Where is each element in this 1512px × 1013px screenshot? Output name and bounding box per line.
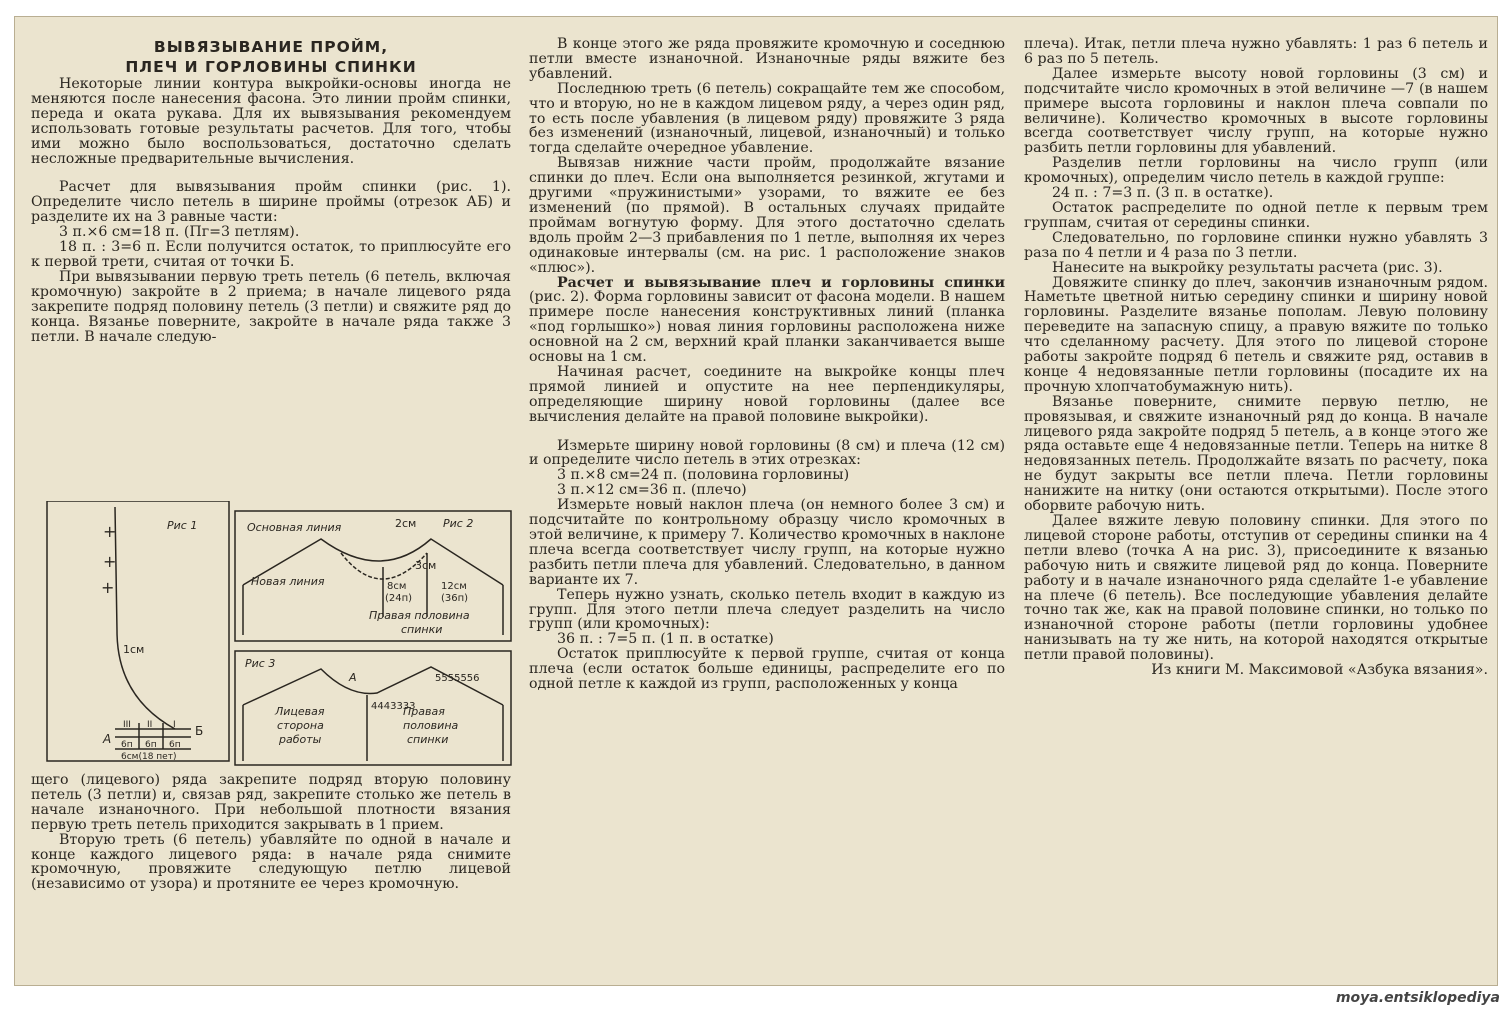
fig3-right-3: спинки [407, 733, 449, 746]
title-line-2: ПЛЕЧ И ГОРЛОВИНЫ СПИНКИ [125, 58, 417, 76]
article-title [31, 37, 511, 77]
fig2-12cm: 12см [441, 581, 467, 592]
figures [31, 501, 515, 767]
fig3-shoulder-counts: 5555556 [435, 673, 480, 684]
paragraph: Расчет для вывязывания пройм спинки (рис. 1). Определите число петель в ширине проймы (отрезок АБ) и разделите их на 3 равные части: [31, 179, 511, 226]
paragraph: Измерьте ширину новой горловины (8 см) и плеча (12 см) и определите число петель в этих отрезках: [529, 437, 1005, 469]
fig3-left-1: Лицевая [275, 705, 325, 718]
pattern-diagrams [31, 501, 515, 767]
fig1-1cm: 1см [123, 643, 145, 656]
paragraph [529, 276, 1005, 365]
column-1-continued [31, 773, 511, 892]
paragraph: Далее измерьте высоту новой горловины (3 см) и подсчитайте число кромочных в этой величине —7 (в нашем примере высота горловины и наклон плеча совпали по величине). Количество кромочных в высоте горловины всегда соответствует числу групп, на которые нужно разбить петли горловины для убавлений. [1024, 65, 1488, 157]
paragraph: Далее вяжите левую половину спинки. Для этого по лицевой стороне работы, отступив от середины спинки на 4 петли влево (точка А на рис. 3), присоедините к вязанью рабочую нить и свяжите лицевой ряд до конца. Поверните работу и в начале изнаночного ряда сделайте 1-е убавление на плече (6 петель). Все последующие убавления делайте точно так же, как на правой половине спинки, но только по изнаночной стороне работы (петли горловины удобнее нанизывать на ту же нить, на которой находятся открытые петли правой половины). [1024, 513, 1488, 664]
paragraph: 24 п. : 7=3 п. (3 п. в остатке). [1052, 185, 1274, 202]
section-heading: Расчет и вывязывание плеч и горловины спинки [557, 274, 1005, 291]
paragraph: 3 п.×12 см=36 п. (плечо) [557, 482, 747, 499]
fig3-label: Рис 3 [245, 657, 276, 670]
paragraph: щего (лицевого) ряда закрепите подряд вторую половину петель (3 петли) и, связав ряд, закрепите столько же петель в начале изнаночного. При небольшой плотности вязания первую треть петель приходится закрывать в 1 прием. [31, 772, 511, 833]
fig1-frame [47, 501, 229, 761]
paragraph: 36 п. : 7=5 п. (1 п. в остатке) [557, 631, 774, 648]
fig3-right-2: половина [403, 719, 459, 732]
fig2-2cm: 2см [395, 517, 417, 530]
title-line-1: ВЫВЯЗЫВАНИЕ ПРОЙМ, [153, 38, 389, 56]
paragraph: Остаток приплюсуйте к первой группе, считая от конца плеча (если остаток больше единицы, распределите его по одной петле к каждой из групп, расположенных у конца [529, 646, 1005, 693]
paragraph: Разделив петли горловины на число групп (или кромочных), определим число петель в каждой группе: [1024, 155, 1488, 187]
fig2-base-line-label: Основная линия [247, 521, 342, 534]
fig1-third-2: II [147, 720, 153, 730]
fig2-new-line-label: Новая линия [251, 575, 325, 588]
fig3-left-3: работы [279, 733, 322, 746]
fig1-label: Рис 1 [167, 519, 198, 532]
fig1-sub-width: 6п [121, 740, 133, 750]
paragraph-text: (рис. 2). Форма горловины зависит от фасона модели. В нашем примере после нанесения конструктивных линий (планка «под горлышко») новая линия горловины расположена ниже основной на 2 см, верхний край планки заканчивается выше основы на 1 см. [529, 289, 1005, 366]
fig1-sub-width: 6п [145, 740, 157, 750]
watermark: moya.entsiklopediya [1335, 990, 1500, 1006]
paragraph: В конце этого же ряда провяжите кромочную и соседнюю петли вместе изнаночной. Изнаночные ряды вяжите без убавлений. [529, 36, 1005, 82]
paragraph: Довяжите спинку до плеч, закончив изнаночным рядом. Наметьте цветной нитью середину спинки и ширину новой горловины. Разделите вязанье пополам. Левую половину переведите на запасную спицу, а правую вяжите по только что сделанному расчету. Для этого по лицевой стороне работы закройте подряд 6 петель и свяжите ряд, оставив в конце 4 недовязанные петли горловины (посадите их на прочную хлопчатобумажную нить). [1024, 274, 1488, 395]
fig2-3cm: 3см [415, 559, 437, 572]
fig2-caption-1: Правая половина [369, 609, 470, 622]
paragraph: Начиная расчет, соедините на выкройке концы плеч прямой линией и опустите на нее перпендикуляры, определяющие ширину новой горловины (далее все вычисления делайте на правой половине выкройки). [529, 363, 1005, 425]
plus-icon: + [103, 552, 117, 571]
fig1-armhole-curve [115, 507, 175, 729]
column-3 [1024, 37, 1488, 678]
plus-icon: + [103, 522, 117, 541]
fig1-width: 6см(18 пет) [121, 752, 177, 762]
source-citation: Из книги М. Максимовой «Азбука вязания». [1151, 662, 1488, 679]
fig2-8cm: 8см [387, 581, 407, 592]
column-2 [529, 37, 1005, 692]
paragraph: Теперь нужно узнать, сколько петель входит в каждую из групп. Для этого петли плеча следует разделить на число групп (или кромочных): [529, 586, 1005, 633]
article-page [14, 16, 1498, 986]
fig2-caption-2: спинки [401, 623, 443, 636]
paragraph: Вывязав нижние части пройм, продолжайте вязание спинки до плеч. Если она выполняется резинкой, жгутами и другими «пружинистыми» узорами, то вяжите ее без изменений (по прямой). В остальных случаях придайте проймам вогнутую форму. Для этого достаточно сделать вдоль пройм 2—3 прибавления по 1 петле, выполняя их через одинаковые интервалы (см. на рис. 1 расположение знаков «плюс»). [529, 155, 1005, 276]
fig1-third-1: I [173, 720, 176, 730]
paragraph: Нанесите на выкройку результаты расчета (рис. 3). [1052, 259, 1443, 276]
paragraph: Остаток распределите по одной петле к первым трем группам, считая от середины спинки. [1024, 199, 1488, 231]
fig2-24-loops: (24п) [385, 593, 413, 604]
paragraph: 3 п.×8 см=24 п. (половина горловины) [557, 467, 850, 484]
fig2-label: Рис 2 [443, 517, 474, 530]
fig1-point-a: А [103, 732, 112, 746]
paragraph: Вязанье поверните, снимите первую петлю, не провязывая, и свяжите изнаночный ряд до конца. В начале лицевого ряда закройте подряд 5 петель, а в конце этого же ряда оставьте еще 4 недовязанные петли. Теперь на нитке 8 недовязанных петель. Продолжайте вязать по расчету, пока не будут закрыты все петли плеча. Петли горловины нанижите на нитку (они остаются открытыми). После этого оборвите рабочую нить. [1024, 393, 1488, 515]
fig1-third-3: III [123, 720, 131, 730]
fig3-neck-counts: 4443333 [371, 701, 416, 712]
fig3-point-a: А [349, 671, 357, 684]
paragraph: Некоторые линии контура выкройки-основы иногда не меняются после нанесения фасона. Это линии пройм спинки, переда и оката рукава. Для их вывязывания рекомендуем использовать готовые результаты расчетов. Для того, чтобы ими можно было воспользоваться, достаточно сделать несложные предварительные вычисления. [31, 76, 511, 167]
paragraph: При вывязывании первую треть петель (6 петель, включая кромочную) закройте в 2 приема; в начале лицевого ряда закрепите подряд половину петель (3 петли) и свяжите ряд до конца. Вязанье поверните, закройте в начале ряда также 3 петли. В начале следую- [31, 268, 511, 345]
plus-icon: + [101, 578, 115, 597]
paragraph: 18 п. : 3=6 п. Если получится остаток, то приплюсуйте его к первой трети, считая от точки Б. [31, 239, 511, 270]
paragraph: Вторую треть (6 петель) убавляйте по одной в начале и конце каждого лицевого ряда: в начале ряда снимите кромочную, провяжите следующую петлю лицевой (независимо от узора) и протяните ее через кромочную. [31, 831, 511, 893]
fig2-36-loops: (36п) [441, 593, 469, 604]
fig3-left-2: сторона [277, 719, 324, 732]
fig1-sub-width: 6п [169, 740, 181, 750]
paragraph: 3 п.×6 см=18 п. (Пг=3 петлям). [59, 224, 300, 241]
paragraph: Последнюю треть (6 петель) сокращайте тем же способом, что и вторую, но не в каждом лицевом ряду, а через один ряд, то есть после убавления (в лицевом ряду) провяжите 3 ряда без изменений (изнаночный, лицевой, изнаночный) и только тогда сделайте очередное убавление. [529, 80, 1005, 157]
fig1-point-b: Б [195, 724, 204, 738]
paragraph: плеча). Итак, петли плеча нужно убавлять: 1 раз 6 петель и 6 раз по 5 петель. [1024, 36, 1488, 67]
paragraph: Следовательно, по горловине спинки нужно убавлять 3 раза по 4 петли и 4 раза по 3 петли. [1024, 229, 1488, 261]
fig3-right-1: Правая [403, 705, 445, 718]
paragraph: Измерьте новый наклон плеча (он немного более 3 см) и подсчитайте по контрольному образцу число кромочных в этой величине, к примеру 7. Количество кромочных в наклоне плеча всегда соответствует числу групп, на которые нужно разбить петли плеча для убавлений. Следовательно, в данном варианте их 7. [529, 497, 1005, 588]
column-1 [31, 37, 511, 344]
